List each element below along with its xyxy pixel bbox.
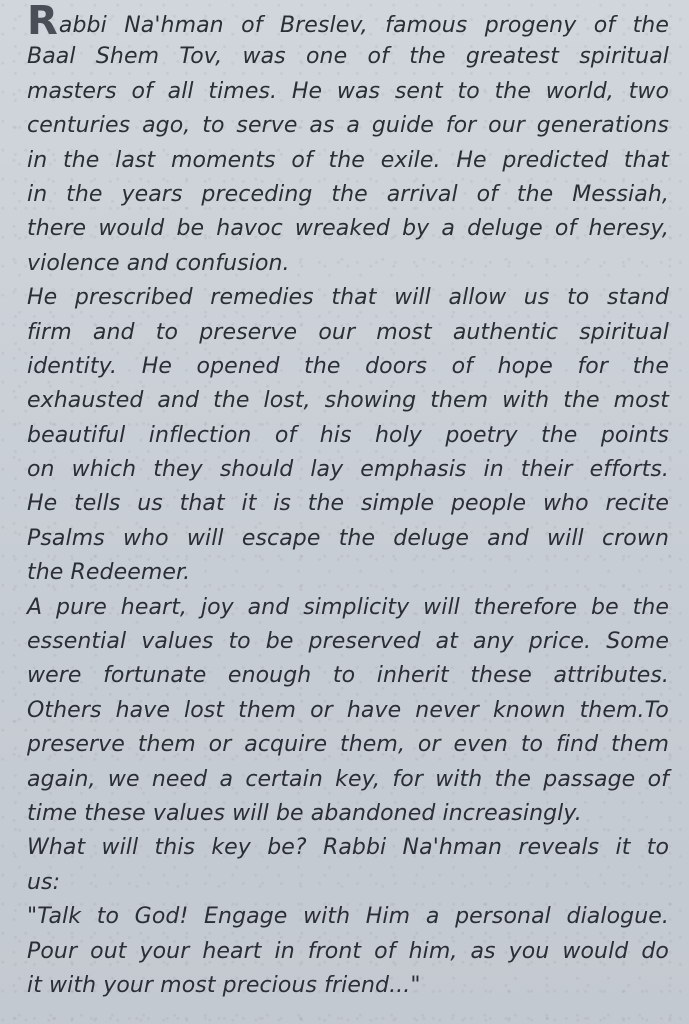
drop-cap: R [27,0,58,44]
text-line-1 [27,0,669,44]
line-text: abbi Na'hman of Breslev, famous progeny of the [58,13,669,38]
text-line-19: essential values to be preserved at any price. Some [27,629,669,655]
text-line-17: the Redeemer. [27,560,191,586]
text-line-11: identity. He opened the doors of hope for the [27,353,669,379]
text-line-21: Others have lost them or have never known them.To [27,697,669,723]
text-line-13: beautiful inflection of his holy poetry the points [27,422,669,448]
text-line-12: exhausted and the lost, showing them with the most [27,388,669,414]
text-line-4: centuries ago, to serve as a guide for our generations [27,113,669,139]
text-line-15: He tells us that it is the simple people who recite [27,491,669,517]
text-line-14: on which they should lay emphasis in their efforts. [27,457,669,483]
text-line-8: violence and confusion. [27,250,290,276]
text-line-16: Psalms who will escape the deluge and will crown [27,525,669,551]
text-block [27,0,669,1003]
text-line-2: Baal Shem Tov, was one of the greatest spiritual [27,44,669,70]
text-line-24: time these values will be abandoned increasingly. [27,800,582,826]
text-line-23: again, we need a certain key, for with the passage of [27,766,669,792]
text-line-27: "Talk to God! Engage with Him a personal dialogue. [27,904,669,930]
text-line-7: there would be havoc wreaked by a deluge of heresy, [27,216,669,242]
text-line-3: masters of all times. He was sent to the world, two [27,78,669,104]
text-line-25: What will this key be? Rabbi Na'hman reveals it to [27,835,669,861]
text-line-5: in the last moments of the exile. He predicted that [27,147,669,173]
text-line-18: A pure heart, joy and simplicity will therefore be the [27,594,669,620]
text-line-9: He prescribed remedies that will allow us to stand [27,285,669,311]
text-line-6: in the years preceding the arrival of the Messiah, [27,181,669,207]
text-line-29: it with your most precious friend..." [27,972,421,998]
text-line-28: Pour out your heart in front of him, as you would do [27,938,669,964]
text-line-10: firm and to preserve our most authentic spiritual [27,319,669,345]
text-line-26: us: [27,869,61,895]
text-line-20: were fortunate enough to inherit these attributes. [27,663,669,689]
text-line-22: preserve them or acquire them, or even to find them [27,732,669,758]
